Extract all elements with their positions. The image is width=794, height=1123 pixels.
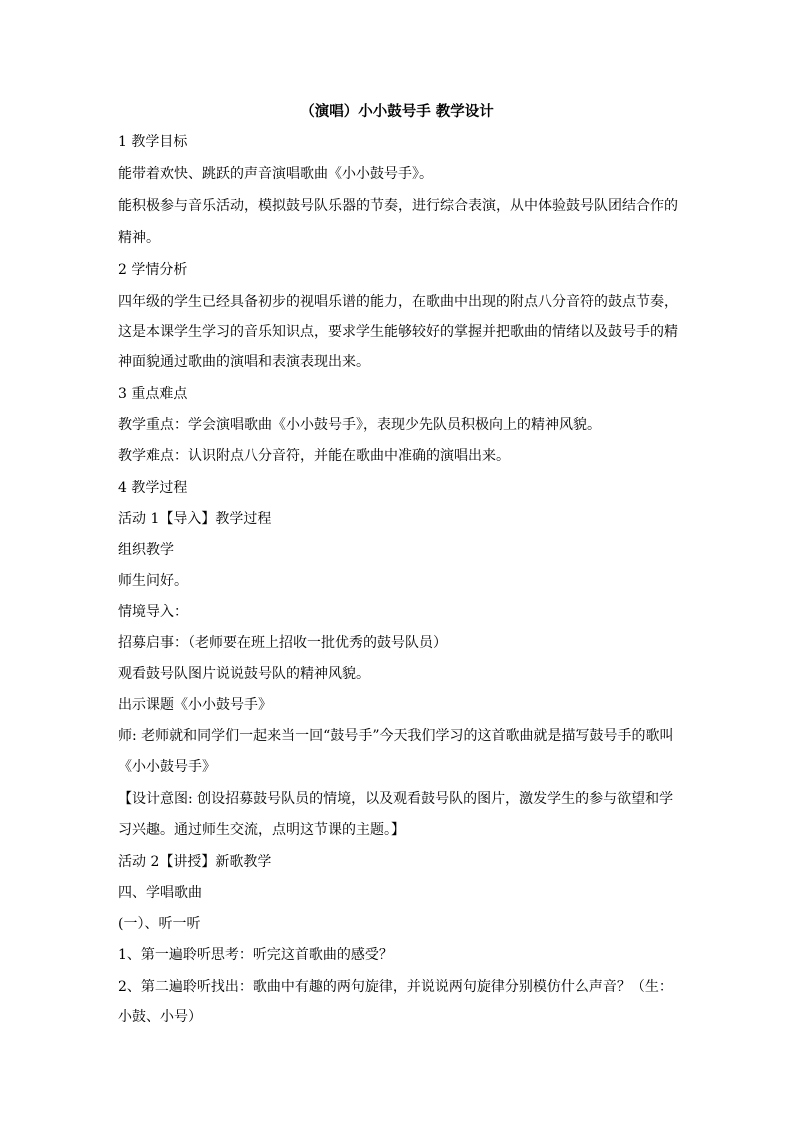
paragraph-line: 小鼓、小号） — [118, 1009, 202, 1025]
document-title: （演唱）小小鼓号手 教学设计 — [300, 103, 494, 120]
paragraph-line: 教学难点：认识附点八分音符，并能在歌曲中准确的演唱出来。 — [118, 448, 510, 464]
activity-heading: 活动 2【讲授】新歌教学 — [118, 854, 272, 870]
paragraph-line: 观看鼓号队图片说说鼓号队的精神风貌。 — [118, 666, 370, 682]
paragraph-line: 师生问好。 — [118, 573, 188, 589]
paragraph-line: 四年级的学生已经具备初步的视唱乐谱的能力，在歌曲中出现的附点八分音符的鼓点节奏， — [118, 294, 678, 310]
design-intent-line: 【设计意图: 创设招募鼓号队员的情境，以及观看鼓号队的图片，激发学生的参与欲望和学 — [118, 791, 674, 807]
paragraph-line: 精神。 — [118, 230, 160, 246]
paragraph-line: 能积极参与音乐活动，模拟鼓号队乐器的节奏，进行综合表演，从中体验鼓号队团结合作的 — [118, 198, 678, 214]
paragraph-line: 教学重点：学会演唱歌曲《小小鼓号手》，表现少先队员积极向上的精神风貌。 — [118, 417, 601, 433]
paragraph-line: 四、学唱歌曲 — [118, 885, 202, 901]
paragraph-line: 2、第二遍聆听找出：歌曲中有趣的两句旋律，并说说两句旋律分别模仿什么声音？（生： — [118, 979, 673, 995]
paragraph-line: 这是本课学生学习的音乐知识点，要求学生能够较好的掌握并把歌曲的情绪以及鼓号手的精 — [118, 324, 678, 340]
paragraph-line: (一）、听一听 — [118, 916, 201, 932]
section-heading-analysis: 2 学情分析 — [118, 262, 188, 278]
activity-heading: 活动 1【导入】教学过程 — [118, 511, 272, 527]
paragraph-line: 师: 老师就和同学们一起来当一回“鼓号手”今天我们学习的这首歌曲就是描写鼓号手的歌叫 — [118, 728, 674, 744]
paragraph-line: 1、第一遍聆听思考：听完这首歌曲的感受？ — [118, 947, 393, 963]
section-heading-process: 4 教学过程 — [118, 480, 188, 496]
paragraph-line: 情境导入： — [118, 604, 188, 620]
section-heading-key-points: 3 重点难点 — [118, 386, 188, 402]
paragraph-line: 能带着欢快、跳跃的声音演唱歌曲《小小鼓号手》。 — [118, 166, 433, 182]
design-intent-line: 习兴趣。通过师生交流，点明这节课的主题。】 — [118, 822, 405, 838]
paragraph-line: 组织教学 — [118, 542, 174, 558]
paragraph-line: 神面貌通过歌曲的演唱和表演表现出来。 — [118, 354, 370, 370]
paragraph-line: 出示课题《小小鼓号手》 — [118, 697, 272, 713]
paragraph-line: 《小小鼓号手》 — [118, 759, 216, 775]
paragraph-line: 招募启事：（老师要在班上招收一批优秀的鼓号队员） — [118, 635, 447, 651]
section-heading-objectives: 1 教学目标 — [118, 134, 188, 150]
